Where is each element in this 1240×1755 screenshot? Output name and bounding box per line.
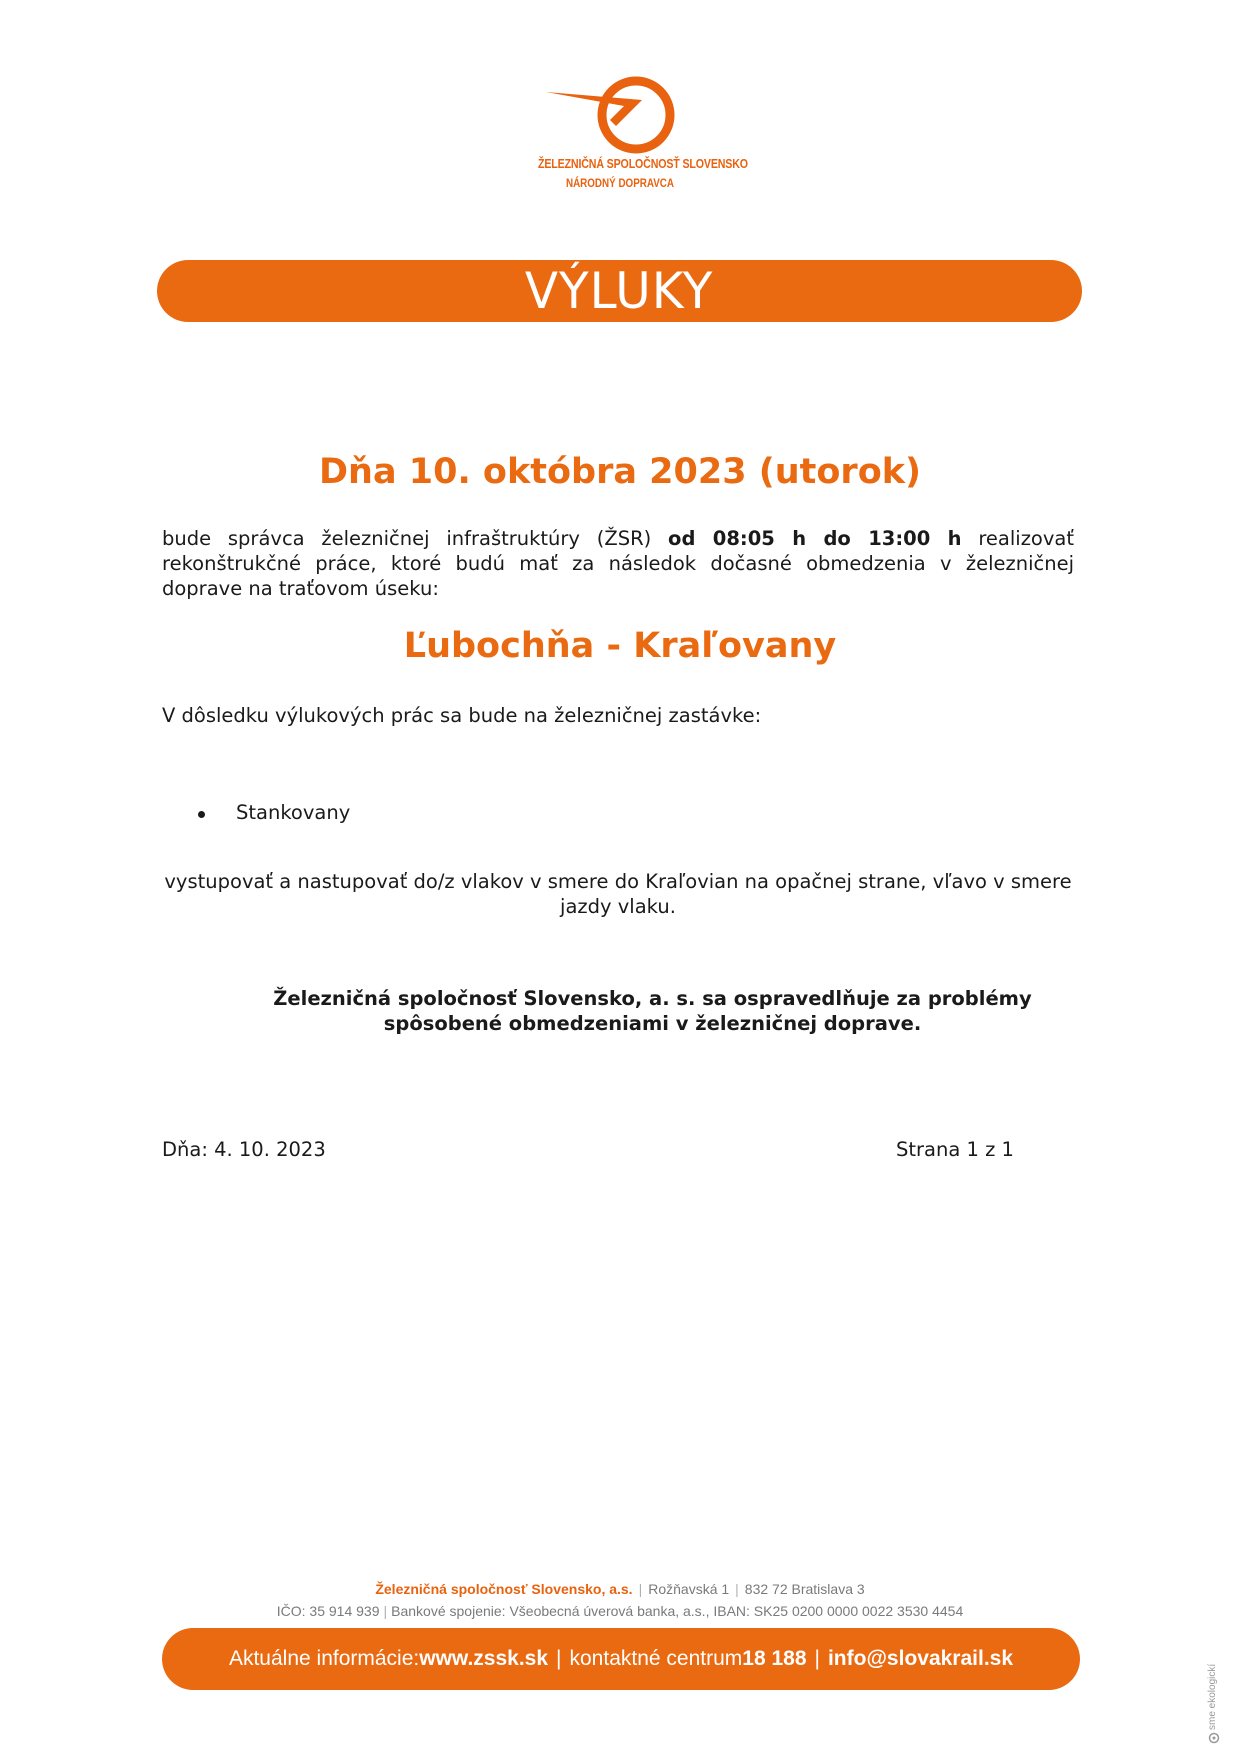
stop-name: Stankovany xyxy=(236,801,351,824)
logo-emblem-icon xyxy=(544,74,694,156)
footer-city: 832 72 Bratislava 3 xyxy=(744,1581,865,1597)
website-link[interactable]: www.zssk.sk xyxy=(419,1647,549,1670)
recycle-icon xyxy=(1208,1732,1220,1744)
contact-label: kontaktné centrum xyxy=(569,1647,743,1670)
title-banner xyxy=(157,260,1082,322)
eco-mark xyxy=(1205,1610,1235,1750)
company-address xyxy=(0,1581,1240,1597)
separator: | xyxy=(383,1603,388,1619)
intro-text-start: bude správca železničnej infraštruktúry (ŽSR) xyxy=(162,527,669,550)
consequence-text: V dôsledku výlukových prác sa bude na železničnej zastávke: xyxy=(162,704,762,727)
footer-company-name: Železničná spoločnosť Slovensko, a.s. xyxy=(375,1581,633,1597)
logo-tagline: NÁRODNÝ DOPRAVCA xyxy=(565,176,675,190)
separator: | xyxy=(638,1581,643,1597)
logo-company-name: ŽELEZNIČNÁ SPOLOČNOSŤ SLOVENSKO xyxy=(538,156,748,171)
footer-ico: IČO: 35 914 939 xyxy=(276,1603,380,1619)
bullet-icon xyxy=(198,811,205,818)
separator: | xyxy=(735,1581,739,1597)
boarding-instruction: vystupovať a nastupovať do/z vlakov v smere do Kraľovian na opačnej strane, vľavo v smere jazdy vlaku. xyxy=(164,870,1072,918)
intro-paragraph xyxy=(162,526,1074,601)
apology-text: Železničná spoločnosť Slovensko, a. s. sa ospravedlňuje za problémy spôsobené obmedzeniami v železničnej doprave. xyxy=(273,987,1032,1035)
footer-bank: Bankové spojenie: Všeobecná úverová banka, a.s., IBAN: SK25 0200 0000 0022 3530 4454 xyxy=(391,1603,964,1619)
route-heading: Ľubochňa - Kraľovany xyxy=(403,626,837,666)
contact-banner xyxy=(162,1628,1080,1690)
issue-date: Dňa: 4. 10. 2023 xyxy=(162,1138,326,1161)
closure-date-heading: Dňa 10. októbra 2023 (utorok) xyxy=(318,452,922,492)
intro-text-end: realizovať rekonštrukčné práce, ktoré budú mať za následok dočasné obmedzenia v železničnej doprave na traťovom úseku: xyxy=(162,527,1075,600)
phone-number[interactable]: 18 188 xyxy=(742,1647,807,1670)
page-number: Strana 1 z 1 xyxy=(896,1138,1014,1161)
company-logo xyxy=(520,74,748,204)
footer-street: Rožňavská 1 xyxy=(648,1581,730,1597)
closure-time: od 08:05 h do 13:00 h xyxy=(668,527,962,550)
company-registration xyxy=(0,1603,1240,1619)
eco-text: sme ekologickí xyxy=(1207,1663,1218,1730)
email-link[interactable]: info@slovakrail.sk xyxy=(827,1647,1014,1670)
banner-title: VÝLUKY xyxy=(525,262,714,320)
separator: | xyxy=(814,1647,820,1670)
separator: | xyxy=(556,1647,562,1670)
info-label: Aktuálne informácie: xyxy=(228,1647,420,1670)
